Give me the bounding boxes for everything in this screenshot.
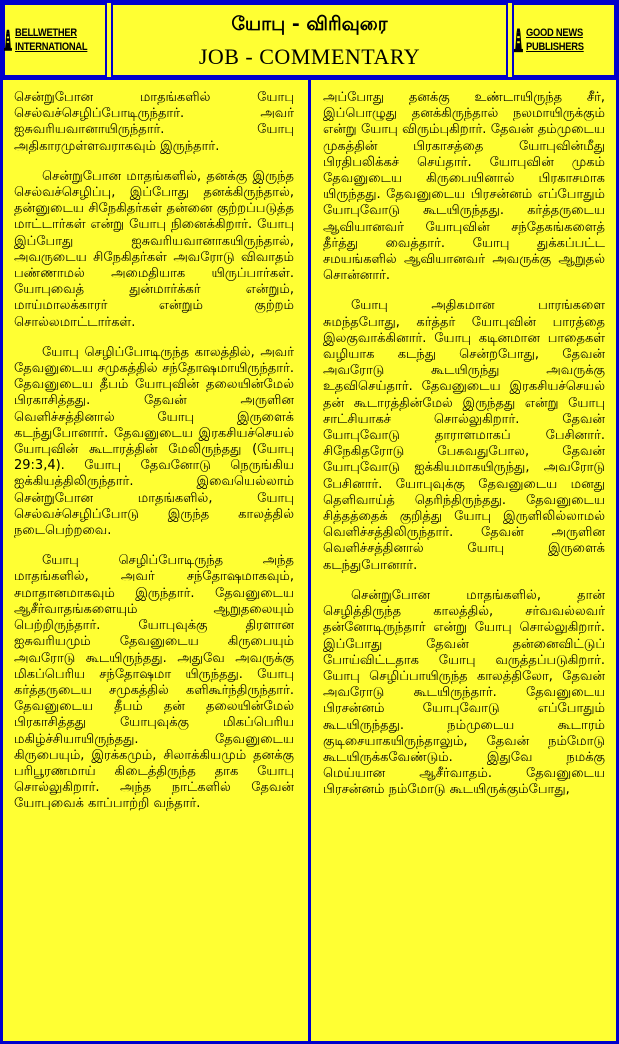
paragraph: சென்றுபோன மாதங்களில், தனக்கு இருந்த செல்வச்செழிப்பு, இப்போது தனக்கிருந்தால், தன்னுடைய சிநேகிதர்கள் தன்னை குற்றப்படுத்த மாட்டார்கள் என்று யோபு நினைக்கிறார். யோபு இப்போது ஐசுவரியவானாகயிருந்தால், அவருடைய சிநேகிதர்கள் அவரோடு விவாதம் பண்ணாமல் அமைதியாக யிருப்பார்கள். யோபுவைத் துன்மார்க்கர் என்றும், மாய்மாலக்காரர் என்றும் குற்றம் சொல்லமாட்டார்கள். (14, 168, 294, 330)
left-column (14, 90, 294, 827)
page-title-tamil: யோபு - விரிவுரை (231, 13, 388, 35)
column-divider (308, 80, 311, 1044)
lighthouse-icon (514, 20, 523, 60)
lighthouse-icon (4, 20, 12, 60)
bellwether-logo-text: BELLWETHER INTERNATIONAL (14, 27, 88, 53)
right-column (323, 90, 605, 813)
paragraph: சென்றுபோன மாதங்களில், தான் செழித்திருந்த காலத்தில், சர்வவல்லவர் தன்னோடிருந்தார் என்று யோபு சொல்லுகிறார். இப்போது தேவன் தன்னைவிட்டுப் போய்விட்டதாக யோபு வருத்தப்படுகிறார். யோபு செழிப்பாயிருந்த காலத்திலோ, தேவன் அவரோடு கூடயிருந்தார். தேவனுடைய பிரசன்னம் யோபுவோடு எப்போதும் கூடயிருந்தது. நம்முடைய கூடாரம் குடிசையாகயிருந்தாலும், தேவன் நம்மோடு கூடயிருக்கவேண்டும். இதுவே நமக்கு மெய்யான ஆசீர்வாதம். தேவனுடைய பிரசன்னம் நம்மோடு கூடயிருக்கும்போது, (323, 587, 605, 798)
page-title-english: JOB - COMMENTARY (198, 44, 421, 69)
paragraph: சென்றுபோன மாதங்களில் யோபு செல்வச்செழிப்போடிருந்தார். அவர் ஐசுவரியவானாயிருந்தார். யோபு அதிகாரமுள்ளவராகவும் இருந்தார். (14, 90, 294, 154)
paragraph: அப்போது தனக்கு உண்டாயிருந்த சீர், இப்பொழுது தனக்கிருந்தால் நலமாயிருக்கும் என்று யோபு விரும்புகிறார். தேவன் தம்முடைய முகத்தின் பிரகாசத்தை யோபுவின்மீது பிரதிபலிக்கச் செய்தார். யோபுவின் முகம் தேவனுடைய கிருபையினால் பிரகாசமாக யிருந்தது. தேவனுடைய பிரசன்னம் எப்போதும் யோபுவோடு கூடயிருந்தது. கர்த்தருடைய ஆவியானவர் யோபுவின் சந்தேகங்களைத் தீர்த்து வைத்தார். யோபு துக்கப்பட்ட சமயங்களில் ஆவியானவர் அவருக்கு ஆறுதல் சொன்னார். (323, 90, 605, 284)
paragraph: யோபு செழிப்போடிருந்த காலத்தில், அவர் தேவனுடைய சமுகத்தில் சந்தோஷமாயிருந்தார். தேவனுடைய தீபம் யோபுவின் தலையின்மேல் பிரகாசித்தது. தேவன் அருளின வெளிச்சத்தினால் யோபு இருளைக் கடந்துபோனார். தேவனுடைய இரகசியச்செயல் யோபுவின் கூடாரத்தின் மேலிருந்தது (யோபு 29:3,4). யோபு தேவனோடு நெருங்கிய ஐக்கியத்திலிருந்தார். இவையெல்லாம் சென்றுபோன மாதங்களில், யோபு செல்வச்செழிப்போடு இருந்த காலத்தில் நடைபெற்றவை. (14, 344, 294, 539)
paragraph: யோபு செழிப்போடிருந்த அந்த மாதங்களில், அவர் சந்தோஷமாகவும், சமாதானமாகவும் இருந்தார். தேவனுடைய ஆசீர்வாதங்களையும் ஆறுதலையும் பெற்றிருந்தார். யோபுவுக்கு திரளான ஐசுவரியமும் தேவனுடைய கிருபையும் அவரோடு கூடயிருந்தது. அதுவே அவருக்கு மிகப்பெரிய சந்தோஷமா யிருந்தது. யோபு கர்த்தருடைய சமுகத்தில் களிகூர்ந்திருந்தார். தேவனுடைய தீபம் தன் தலையின்மேல் பிரகாசித்தது யோபுவுக்கு மிகப்பெரிய மகிழ்ச்சியாயிருந்தது. தேவனுடைய கிருபையும், இரக்கமும், சிலாக்கியமும் தனக்கு பரிபூரணமாய் கிடைத்திருந்த தாக யோபு சொல்லுகிறார். அந்த நாட்களில் தேவன் யோபுவைக் காப்பாற்றி வந்தார். (14, 553, 294, 812)
good-news-logo-text: GOOD NEWS PUBLISHERS (525, 27, 584, 53)
page-header (0, 0, 619, 80)
bellwether-logo (3, 3, 107, 77)
good-news-logo (512, 3, 616, 77)
paragraph: யோபு அதிகமான பாரங்களை சுமந்தபோது, கர்த்தர் யோபுவின் பாரத்தை இலகுவாக்கினார். யோபு கடினமான பாதைகள் வழியாக கடந்து சென்றபோது, தேவன் அவரோடு கூடயிருந்து அவருக்கு உதவிசெய்தார். தேவனுடைய இரகசியச்செயல் தன் கூடாரத்தின்மேல் இருந்தது என்று யோபு சாட்சியாகச் சொல்லுகிறார். தேவன் யோபுவோடு தாராளமாகப் பேசினார். சிநேகிதரோடு பேசுவதுபோல, தேவன் யோபுவோடு ஐக்கியமாகயிருந்து, அவரோடு பேசினார். யோபுவுக்கு தேவனுடைய மனது தெளிவாய்த் தெரிந்திருந்தது. தேவனுடைய சித்தத்தைக் குறித்து யோபு இருளிலில்லாமல் வெளிச்சத்திலிருந்தார். தேவன் அருளின வெளிச்சத்தினால் யோபு இருளைக் கடந்துபோனார். (323, 298, 605, 573)
title-box (111, 3, 508, 77)
